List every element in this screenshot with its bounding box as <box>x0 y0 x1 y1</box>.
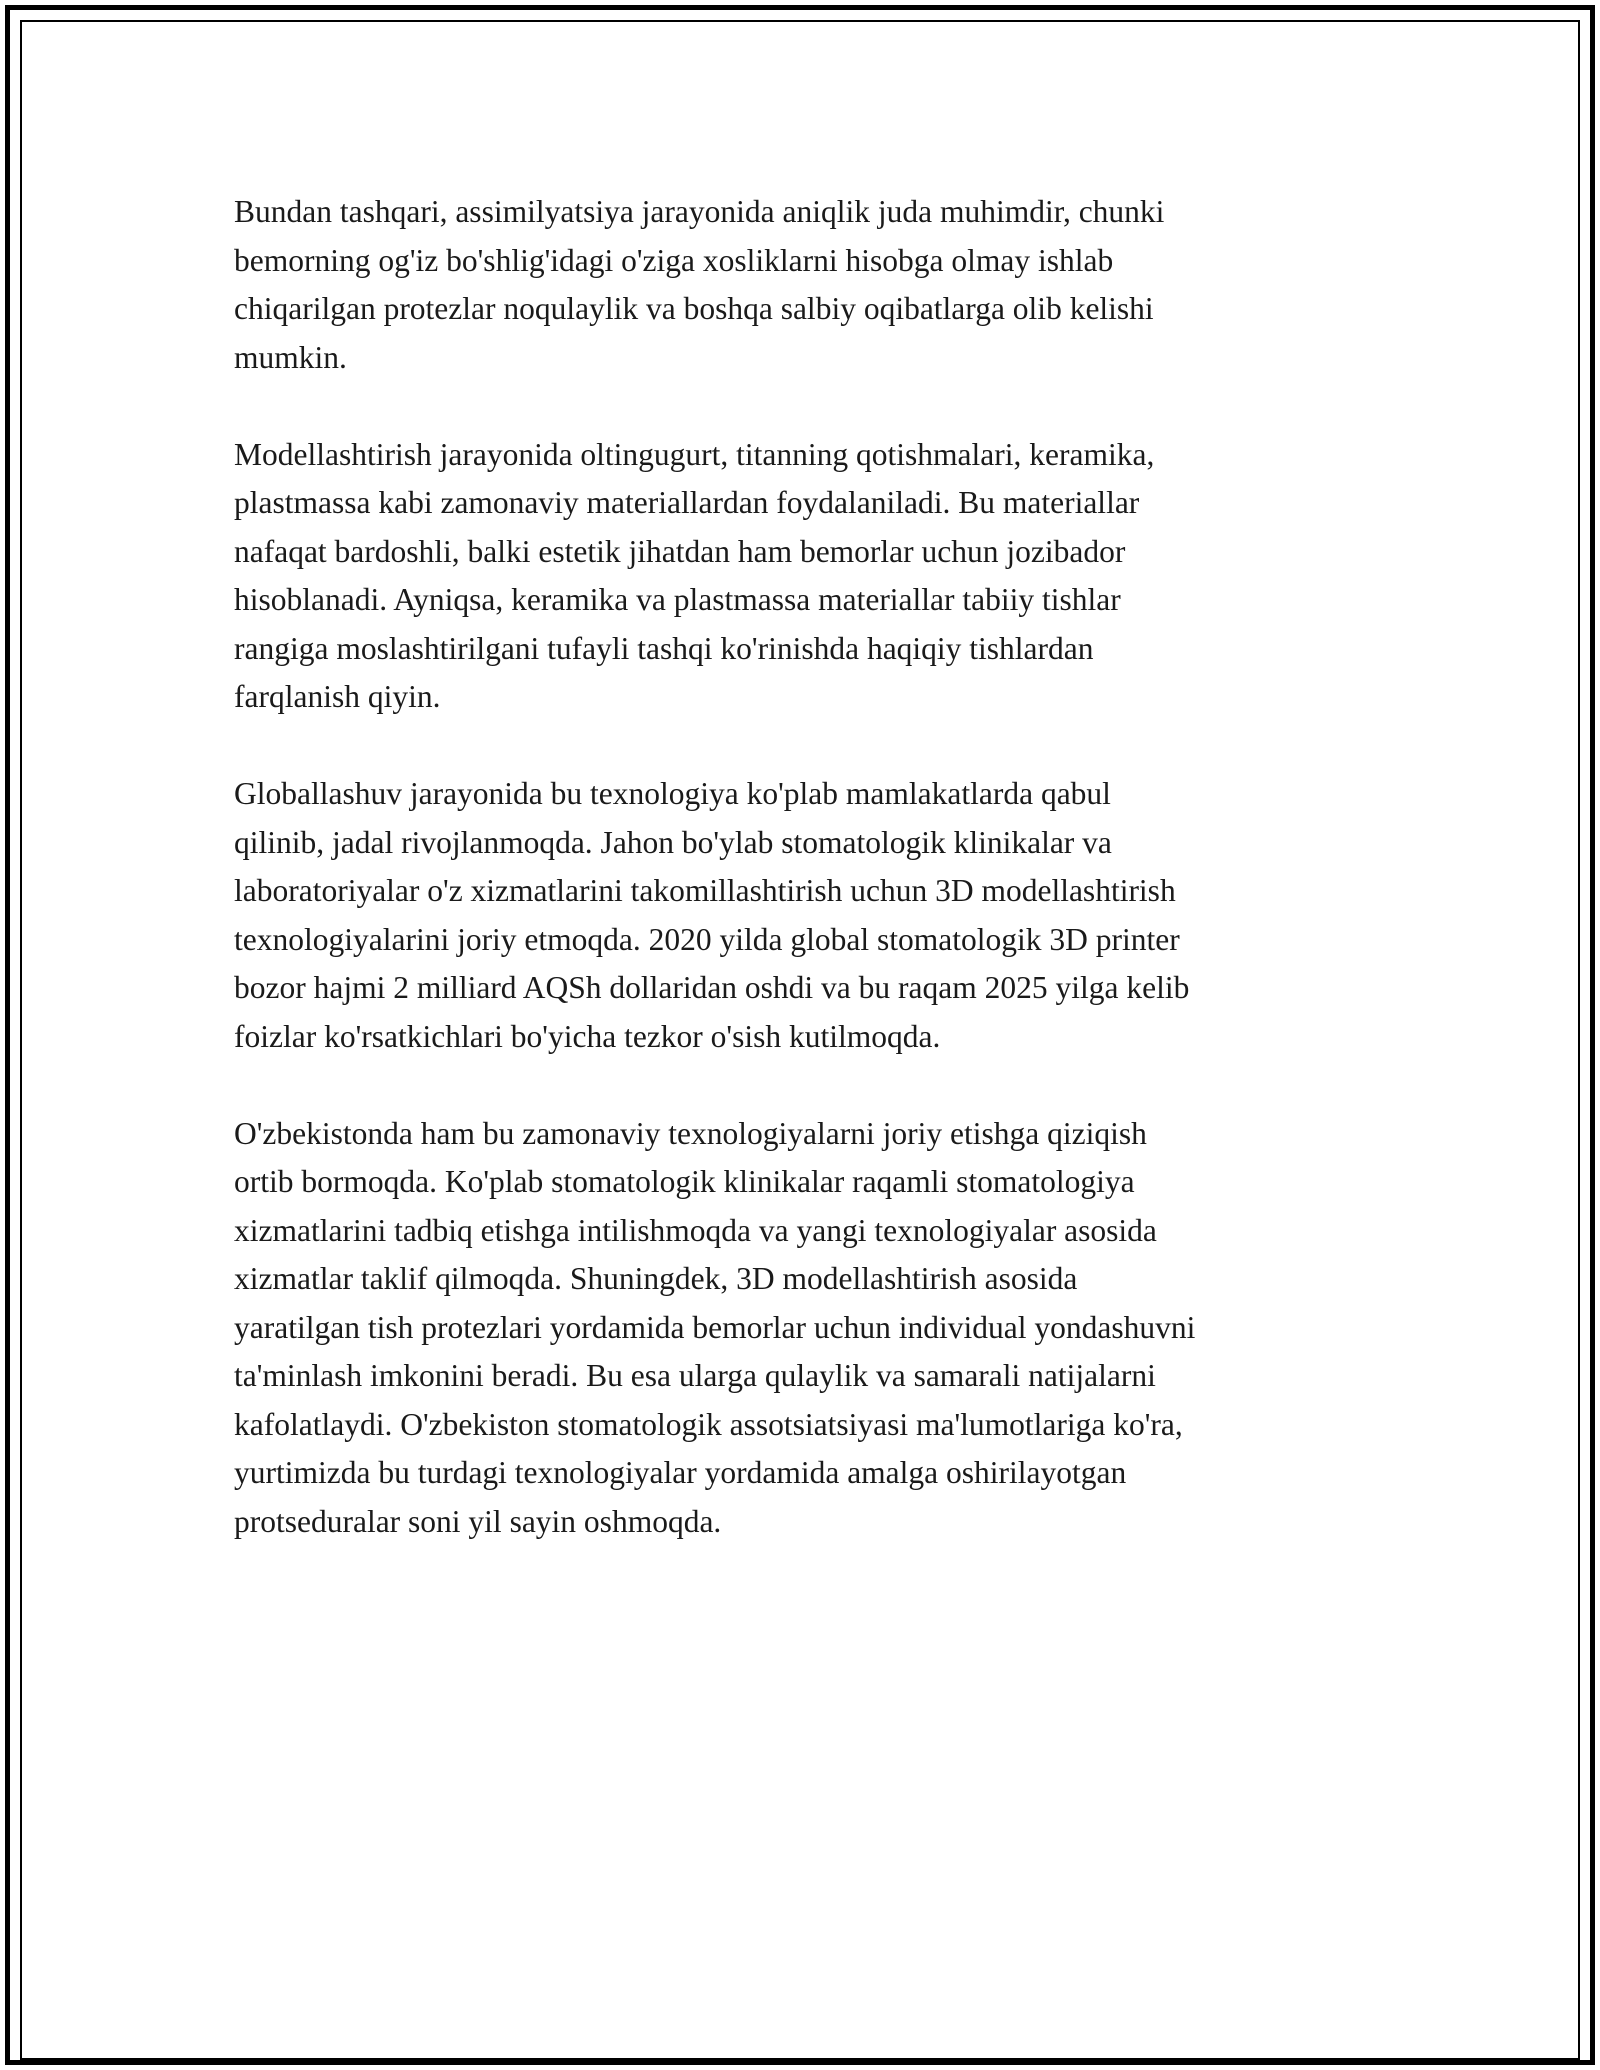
paragraph <box>234 431 1364 722</box>
text-line: bozor hajmi 2 milliard AQSh dollaridan oshdi va bu raqam 2025 yilga kelib <box>234 970 1190 1005</box>
text-line: rangiga moslashtirilgani tufayli tashqi ko'rinishda haqiqiy tishlardan <box>234 630 1094 666</box>
text-line: mumkin. <box>234 339 347 375</box>
text-line: ta'minlash imkonini beradi. Bu esa ularga qulaylik va samarali natijalarni <box>234 1358 1156 1393</box>
document-body <box>234 188 1364 1595</box>
text-line: protseduralar soni yil sayin oshmoqda. <box>234 1503 722 1539</box>
text-line: yaratilgan tish protezlari yordamida bemorlar uchun individual yondashuvni <box>234 1309 1196 1345</box>
text-line: xizmatlar taklif qilmoqda. Shuningdek, 3D modellashtirish asosida <box>234 1261 1078 1296</box>
text-line: xizmatlarini tadbiq etishga intilishmoqda va yangi texnologiyalar asosida <box>234 1212 1157 1248</box>
text-line: laboratoriyalar o'z xizmatlarini takomillashtirish uchun 3D modellashtirish <box>234 873 1176 908</box>
text-line: hisoblanadi. Ayniqsa, keramika va plastmassa materiallar tabiiy tishlar <box>234 582 1121 617</box>
text-line: Bundan tashqari, assimilyatsiya jarayonida aniqlik juda muhimdir, chunki <box>234 194 1165 229</box>
paragraph <box>234 1110 1364 1547</box>
text-line: yurtimizda bu turdagi texnologiyalar yordamida amalga oshirilayotgan <box>234 1455 1127 1490</box>
text-line: foizlar ko'rsatkichlari bo'yicha tezkor o'sish kutilmoqda. <box>234 1018 941 1054</box>
text-line: ortib bormoqda. Ko'plab stomatologik klinikalar raqamli stomatologiya <box>234 1164 1135 1199</box>
text-line: kafolatlaydi. O'zbekiston stomatologik assotsiatsiyasi ma'lumotlariga ko'ra, <box>234 1406 1183 1442</box>
text-line: plastmassa kabi zamonaviy materiallardan foydalaniladi. Bu materiallar <box>234 485 1140 520</box>
paragraph <box>234 188 1364 382</box>
text-line: O'zbekistonda ham bu zamonaviy texnologiyalarni joriy etishga qiziqish <box>234 1115 1147 1151</box>
text-line: chiqarilgan protezlar noqulaylik va boshqa salbiy oqibatlarga olib kelishi <box>234 291 1154 326</box>
paragraph <box>234 770 1364 1061</box>
text-line: bemorning og'iz bo'shlig'idagi o'ziga xosliklarni hisobga olmay ishlab <box>234 242 1114 278</box>
text-line: farqlanish qiyin. <box>234 679 441 714</box>
text-line: Modellashtirish jarayonida oltingugurt, titanning qotishmalari, keramika, <box>234 436 1155 472</box>
text-line: Globallashuv jarayonida bu texnologiya ko'plab mamlakatlarda qabul <box>234 776 1111 811</box>
text-line: nafaqat bardoshli, balki estetik jihatdan ham bemorlar uchun jozibador <box>234 533 1126 569</box>
text-line: qilinib, jadal rivojlanmoqda. Jahon bo'ylab stomatologik klinikalar va <box>234 824 1112 860</box>
text-line: texnologiyalarini joriy etmoqda. 2020 yilda global stomatologik 3D printer <box>234 921 1180 957</box>
